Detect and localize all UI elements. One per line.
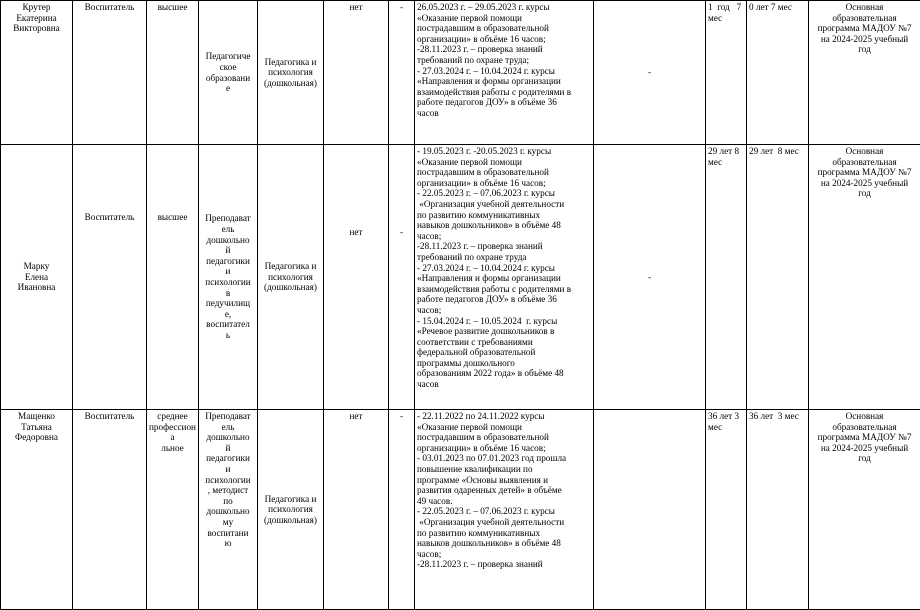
table-row <box>1 145 920 410</box>
specialty: Педагогика и психология (дошкольная) <box>260 494 321 526</box>
cell-ped-experience <box>747 145 809 410</box>
cell-title <box>389 1 415 145</box>
cell-education <box>147 1 199 145</box>
academic-degree: нет <box>326 227 386 238</box>
qualification: Преподават ель дошкольно й педагогики и психологии в педучилищ е, воспитател ь <box>201 213 255 340</box>
table-row <box>1 1 920 145</box>
courses-text: - 22.11.2022 по 24.11.2022 курсы «Оказание первой помощи пострадавшим в образовательной организации» в объёме 16 часов; - 03.01.2023 по 07.01.2023 год прошла повышение квалификации по программе «Основы выявления и развития одаренных детей» в объёме 49 часов. - 22.05.2023 г. – 07.06.2023 г. курсы «Организация учебной деятельности по развитию коммуникативных навыков дошкольников» в объёме 48 часов; -28.11.2023 г. – проверка знаний <box>417 411 591 570</box>
academic-title: - <box>391 227 412 238</box>
position: Воспитатель <box>75 2 144 13</box>
staff-name: Крутер Екатерина Викторовна <box>3 2 70 34</box>
cell-degree <box>324 1 389 145</box>
cell-name <box>1 145 73 410</box>
cell-ped-experience <box>747 410 809 610</box>
education: высшее <box>149 212 196 223</box>
cell-degree <box>324 145 389 410</box>
qualification: Преподават ель дошкольно й педагогики и психологии , методист по дошкольно му воспитани ю <box>201 411 255 549</box>
program: Основная образовательная программа МАДОУ №7 на 2024-2025 учебный год <box>811 2 918 55</box>
cell-total-experience <box>706 410 747 610</box>
education: высшее <box>149 2 196 13</box>
cell-specialty <box>258 145 324 410</box>
total-experience: 29 лет 8 мес <box>708 146 744 167</box>
cell-degree <box>324 410 389 610</box>
cell-title <box>389 145 415 410</box>
cell-education <box>147 145 199 410</box>
cell-education <box>147 410 199 610</box>
cell-position <box>73 410 147 610</box>
cell-name <box>1 1 73 145</box>
retraining: - <box>596 272 703 283</box>
qualification: Педагогиче ское образовани е <box>201 51 255 93</box>
cell-program <box>809 410 920 610</box>
cell-qualification <box>199 410 258 610</box>
staff-name: Мащенко Татьяна Федоровна <box>3 411 70 443</box>
retraining: - <box>596 67 703 78</box>
cell-courses <box>415 410 594 610</box>
cell-qualification <box>199 1 258 145</box>
cell-program <box>809 1 920 145</box>
cell-position <box>73 1 147 145</box>
cell-retraining <box>594 1 706 145</box>
cell-name <box>1 410 73 610</box>
academic-title: - <box>391 411 412 422</box>
program: Основная образовательная программа МАДОУ №7 на 2024-2025 учебный год <box>811 146 918 199</box>
cell-position <box>73 145 147 410</box>
ped-experience: 0 лет 7 мес <box>749 2 806 13</box>
total-experience: 1 год 7 мес <box>708 2 744 23</box>
cell-retraining <box>594 410 706 610</box>
cell-program <box>809 145 920 410</box>
cell-total-experience <box>706 1 747 145</box>
cell-title <box>389 410 415 610</box>
ped-experience: 36 лет 3 мес <box>749 411 806 422</box>
staff-name: Марку Елена Ивановна <box>3 261 70 293</box>
courses-text: 26.05.2023 г. – 29.05.2023 г. курсы «Оказание первой помощи пострадавшим в образовательной организации» в объёме 16 часов; -28.11.2023 г. – проверка знаний требований по охране труда; - 27.03.2024 г. – 10.04.2024 г. курсы «Направления и формы организации взаимодействия работы с родителями в работе педагогов ДОУ» в объёме 36 часов <box>417 2 591 119</box>
academic-title: - <box>391 2 412 13</box>
cell-courses <box>415 145 594 410</box>
program: Основная образовательная программа МАДОУ №7 на 2024-2025 учебный год <box>811 411 918 464</box>
cell-qualification <box>199 145 258 410</box>
cell-retraining <box>594 145 706 410</box>
cell-total-experience <box>706 145 747 410</box>
specialty: Педагогика и психология (дошкольная) <box>260 261 321 293</box>
position: Воспитатель <box>75 212 144 223</box>
ped-experience: 29 лет 8 мес <box>749 146 806 157</box>
cell-courses <box>415 1 594 145</box>
specialty: Педагогика и психология (дошкольная) <box>260 57 321 89</box>
table-row <box>1 410 920 610</box>
cell-ped-experience <box>747 1 809 145</box>
cell-specialty <box>258 1 324 145</box>
cell-specialty <box>258 410 324 610</box>
academic-degree: нет <box>326 411 386 422</box>
position: Воспитатель <box>75 411 144 422</box>
courses-text: - 19.05.2023 г. -20.05.2023 г. курсы «Оказание первой помощи пострадавшим в образовательной организации» в объёме 16 часов; - 22.05.2023 г. – 07.06.2023 г. курсы «Организация учебной деятельности по развитию коммуникативных навыков дошкольников» в объёме 48 часов; -28.11.2023 г. – проверка знаний требований по охране труда - 27.03.2024 г. – 10.04.2024 г. курсы «Направления и формы организации взаимодействия работы с родителями в работе педагогов ДОУ» в объёме 36 часов; - 15.04.2024 г. – 10.05.2024 г. курсы «Речевое развитие дошкольников в соответствии с требованиями федеральной образовательной программы дошкольного образованиям 2022 года» в объёме 48 часов <box>417 146 591 390</box>
total-experience: 36 лет 3 мес <box>708 411 744 432</box>
academic-degree: нет <box>326 2 386 13</box>
education: среднее профессиона льное <box>149 411 196 453</box>
